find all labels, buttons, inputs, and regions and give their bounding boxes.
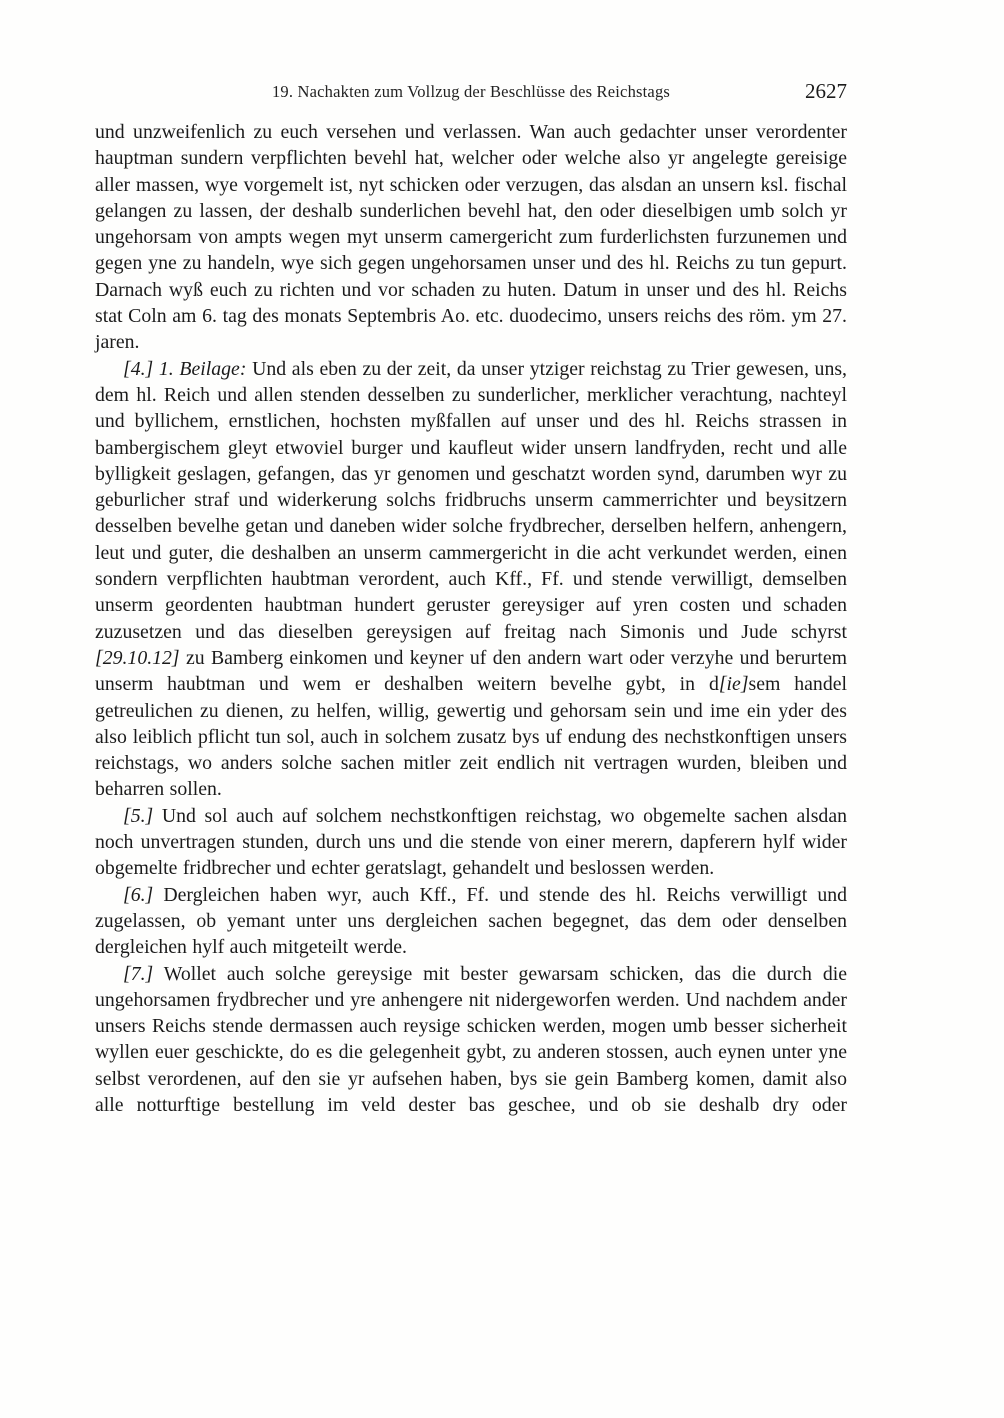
italic-run: [6.]	[123, 883, 154, 906]
page-content	[95, 74, 847, 1118]
text-run: Und sol auch auf solchem nechstkonftigen reichstag, wo obgemelte sachen alsdan noch unvertragen stunden, durch uns und die stende von einer merern, dapferern hylf wider obgemelte fridbrecher und echter geratslagt, gehandelt und beslossen werden.	[95, 804, 847, 880]
paragraph	[95, 356, 847, 803]
text-block	[95, 119, 847, 1118]
text-run: sem handel getreulichen zu dienen, zu helfen, willig, gewertig und gehorsam sein und ime ein yder des also leiblich pflicht tun sol, auch in solchem zusatz bys uf endung des nechstkonftigen unsers reichstags, wo anders solche sachen mitler zeit endlich nit vertragen wurden, bleiben und beharren sollen.	[95, 673, 847, 801]
text-run: Und als eben zu der zeit, da unser ytziger reichstag zu Trier gewesen, uns, dem hl. Reich und allen stenden desselben zu sunderlicher, merklicher verachtung, nachteyl und byllichem, ernstlichen, hochsten myßfallen auf unser und des hl. Reichs strassen in bambergischem gleyt etwoviel burger und kaufleut wider unsern landfryden, recht und alle bylligkeit geslagen, gefangen, das yr genomen und geschatzt worden synd, darumben wyr zu geburlicher straf und widerkerung solchs fridbruchs unserm cammerrichter und beysitzern desselben bevelhe getan und daneben wider solche frydbrecher, derselben helfern, anhengern, leut und guter, die deshalben an unserm cammergericht in die acht verkundet werden, einen sondern verpflichten haubtman verordent, auch Kff., Ff. und stende verwilligt, demselben unserm geordenten haubtman hundert geruster gereysiger auf yren costen und schaden zuzusetzen und das dieselben gereysigen auf freitag nach Simonis und Jude schyrst	[95, 357, 847, 643]
running-head-title: 19. Nachakten zum Vollzug der Beschlüsse des Reichstags	[271, 82, 671, 101]
paragraph	[95, 961, 847, 1119]
paragraph	[95, 803, 847, 882]
running-header	[95, 74, 847, 104]
text-run: zu Bamberg einkomen und keyner uf den andern wart oder verzyhe und berurtem unserm haubtman und wem er deshalben weitern bevelhe gybt, in d	[95, 646, 847, 696]
text-run: Wollet auch solche gereysige mit bester gewarsam schicken, das die durch die ungehorsamen frydbrecher und yre anhengere nit nidergeworfen werden. Und nachdem ander unsers Reichs stende dermassen auch reysige schicken werden, mogen umb besser sicherheit wyllen euer geschickte, do es die gelegenheit gybt, zu anderen stossen, auch eynen unter yne selbst verordenen, auf den sie yr aufsehen haben, bys sie gein Bamberg komen, damit also alle notturftige bestellung im veld dester bas geschee, und ob sie deshalb dry oder	[95, 962, 847, 1116]
italic-run: [7.]	[123, 962, 154, 985]
italic-run: [ie]	[718, 673, 749, 696]
page-number: 2627	[805, 79, 847, 103]
text-run: und unzweifenlich zu euch versehen und verlassen. Wan auch gedachter unser verordenter hauptman sundern verpflichten bevehl hat, welcher oder welche also yr angelegte gereisige aller massen, wye vorgemelt ist, nyt schicken oder verzugen, das alsdan an unsern ksl. fischal gelangen zu lassen, der deshalb sunderlichen bevehl hat, den oder dieselbigen umb solch yr ungehorsam von ampts wegen myt unserm camergericht zum furderlichsten furzunemen und gegen yne zu handeln, wye sich gegen ungehorsamen unser und des hl. Reichs zu tun gepurt. Darnach wyß euch zu richten und vor schaden zu huten. Datum in unser und des hl. Reichs stat Coln am 6. tag des monats Septembris Ao. etc. duodecimo, unsers reichs des röm. ym 27. jaren.	[95, 121, 847, 354]
text-run: Dergleichen haben wyr, auch Kff., Ff. und stende des hl. Reichs verwilligt und zugelassen, ob yemant unter uns dergleichen sachen begegnet, das dem oder denselben dergleichen hylf auch mitgeteilt werde.	[95, 883, 847, 959]
paragraph	[95, 119, 847, 356]
italic-run: [29.10.12]	[95, 646, 180, 669]
paragraph	[95, 882, 847, 961]
italic-run: [5.]	[123, 804, 154, 827]
italic-run: [4.] 1. Beilage:	[123, 357, 247, 380]
